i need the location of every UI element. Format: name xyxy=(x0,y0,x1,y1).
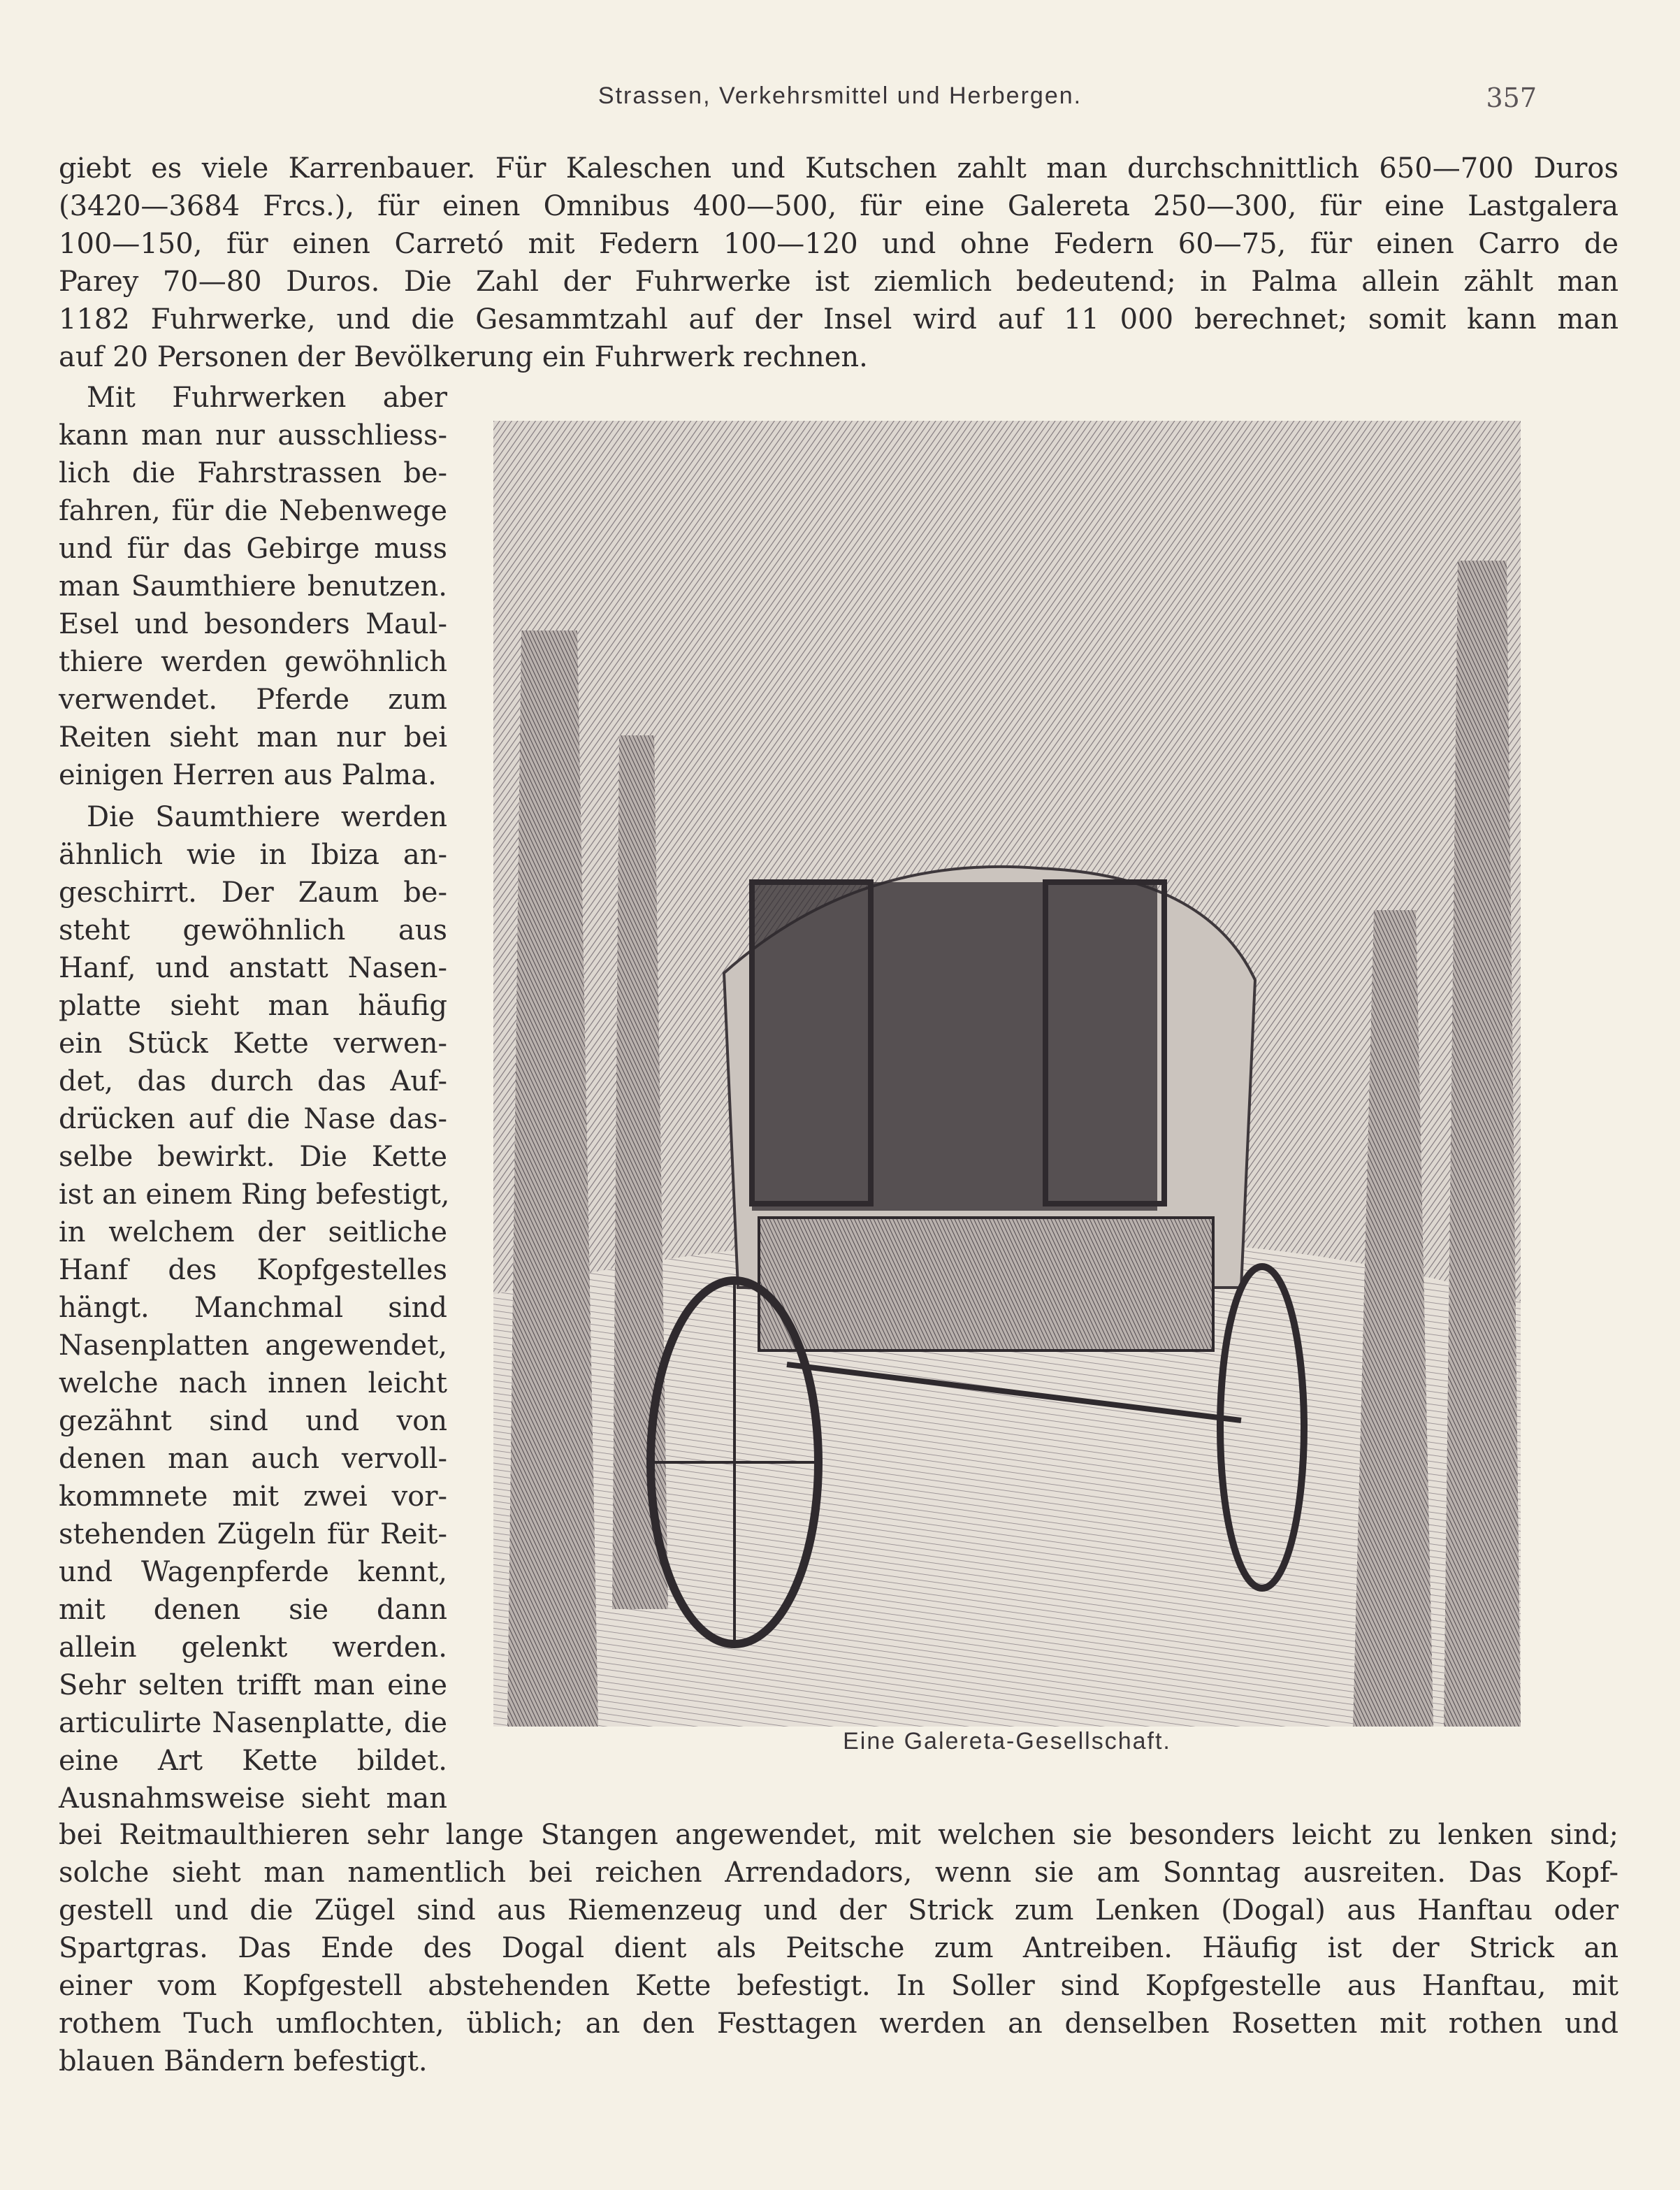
side-text-line: platte sieht man häufig xyxy=(59,990,447,1022)
text-line: solche sieht man namentlich bei reichen Arrendadors, wenn sie am Sonntag ausreiten. Das Kopf- xyxy=(59,1857,1619,1889)
side-text-line: in welchem der seitliche xyxy=(59,1216,447,1248)
text-line: (3420—3684 Frcs.), für einen Omnibus 400—500, für eine Galereta 250—300, für eine Lastgalera xyxy=(59,190,1619,222)
side-text-line: ein Stück Kette verwen- xyxy=(59,1028,447,1060)
running-title: Strassen, Verkehrsmittel und Herbergen. xyxy=(598,82,1082,109)
side-text-line: kann man nur ausschliess- xyxy=(59,419,447,452)
side-text-line: ist an einem Ring befestigt, xyxy=(59,1179,450,1211)
side-text-line: Hanf, und anstatt Nasen- xyxy=(59,952,447,984)
side-text-line: lich die Fahrstrassen be- xyxy=(59,457,447,489)
side-text-line: welche nach innen leicht xyxy=(59,1367,447,1399)
text-line: einer vom Kopfgestell abstehenden Kette befestigt. In Soller sind Kopfgestelle aus Hanftau, mit xyxy=(59,1970,1619,2002)
side-text-line: Sehr selten trifft man eine xyxy=(59,1669,447,1701)
side-text-line: gezähnt sind und von xyxy=(59,1405,447,1437)
side-text-line: man Saumthiere benutzen. xyxy=(59,570,447,603)
text-line: auf 20 Personen der Bevölkerung ein Fuhrwerk rechnen. xyxy=(59,341,868,373)
text-line: bei Reitmaulthieren sehr lange Stangen angewendet, mit welchen sie besonders leicht zu lenken sind; xyxy=(59,1819,1619,1851)
side-text-line: selbe bewirkt. Die Kette xyxy=(59,1141,447,1173)
side-text-line: und Wagenpferde kennt, xyxy=(59,1556,447,1588)
page-number: 357 xyxy=(1486,82,1537,113)
carriage-engraving xyxy=(493,421,1521,1727)
text-line: giebt es viele Karrenbauer. Für Kaleschen und Kutschen zahlt man durchschnittlich 650—700 Duros xyxy=(59,152,1619,185)
page-header xyxy=(0,82,1680,124)
text-line: rothem Tuch umflochten, üblich; an den Festtagen werden an denselben Rosetten mit rothen und xyxy=(59,2008,1619,2040)
side-text-line: denen man auch vervoll- xyxy=(59,1443,447,1475)
side-text-line: kommnete mit zwei vor- xyxy=(59,1481,447,1513)
text-line: 100—150, für einen Carretó mit Federn 100—120 und ohne Federn 60—75, für einen Carro de xyxy=(59,228,1619,260)
side-text-line: fahren, für die Nebenwege xyxy=(59,495,447,527)
text-line: gestell und die Zügel sind aus Riemenzeug und der Strick zum Lenken (Dogal) aus Hanftau oder xyxy=(59,1894,1619,1926)
side-text-line: steht gewöhnlich aus xyxy=(59,914,447,946)
side-text-line: thiere werden gewöhnlich xyxy=(59,646,447,678)
text-line: blauen Bändern befestigt. xyxy=(59,2045,428,2077)
text-line: Parey 70—80 Duros. Die Zahl der Fuhrwerke ist ziemlich bedeutend; in Palma allein zählt man xyxy=(59,266,1619,298)
side-text-line: Die Saumthiere werden xyxy=(87,801,447,833)
text-line: 1182 Fuhrwerke, und die Gesammtzahl auf der Insel wird auf 11 000 berechnet; somit kann man xyxy=(59,303,1619,336)
side-text-line: drücken auf die Nase das- xyxy=(59,1103,447,1135)
side-text-line: verwendet. Pferde zum xyxy=(59,684,447,716)
side-text-line: Ausnahmsweise sieht man xyxy=(59,1782,447,1815)
side-text-line: Nasenplatten angewendet, xyxy=(59,1330,447,1362)
side-text-line: stehenden Zügeln für Reit- xyxy=(59,1518,447,1550)
side-text-line: hängt. Manchmal sind xyxy=(59,1292,447,1324)
side-text-line: articulirte Nasenplatte, die xyxy=(59,1707,447,1739)
side-text-line: einigen Herren aus Palma. xyxy=(59,759,437,791)
side-text-line: Reiten sieht man nur bei xyxy=(59,721,447,754)
side-text-line: Mit Fuhrwerken aber xyxy=(87,382,447,414)
side-text-line: eine Art Kette bildet. xyxy=(59,1745,447,1777)
side-text-line: ähnlich wie in Ibiza an- xyxy=(59,839,447,871)
engraving-illustration xyxy=(493,421,1521,1727)
text-line: Spartgras. Das Ende des Dogal dient als Peitsche zum Antreiben. Häufig ist der Strick an xyxy=(59,1932,1619,1964)
side-text-line: und für das Gebirge muss xyxy=(59,533,447,565)
side-text-line: allein gelenkt werden. xyxy=(59,1631,447,1664)
side-text-line: geschirrt. Der Zaum be- xyxy=(59,877,447,909)
side-text-line: det, das durch das Auf- xyxy=(59,1065,447,1097)
side-text-line: mit denen sie dann xyxy=(59,1594,447,1626)
side-text-line: Esel und besonders Maul- xyxy=(59,608,447,640)
figure-caption: Eine Galereta-Gesellschaft. xyxy=(843,1728,1171,1755)
side-text-line: Hanf des Kopfgestelles xyxy=(59,1254,447,1286)
